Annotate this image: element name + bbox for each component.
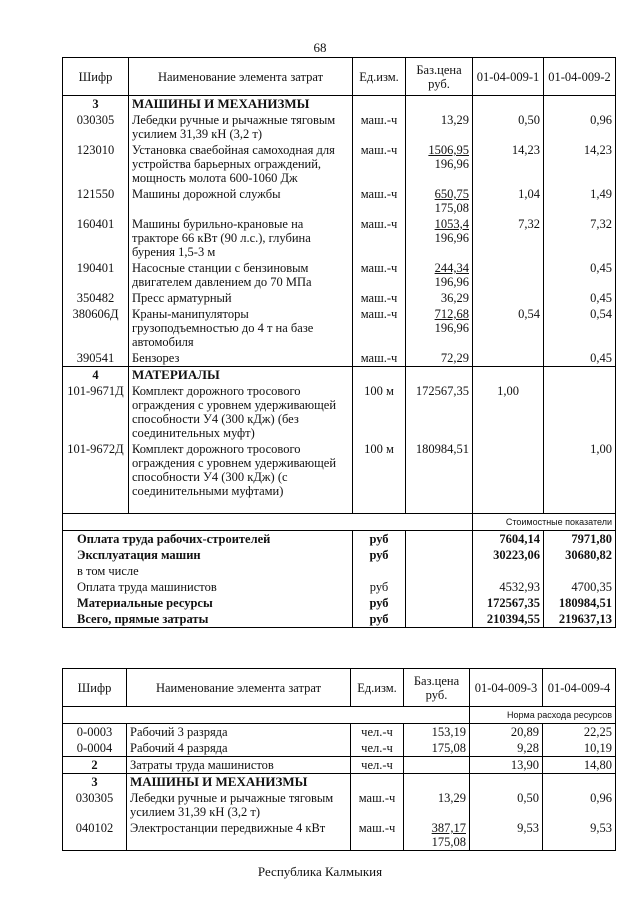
summary-row <box>63 595 616 611</box>
empty-cell <box>473 96 544 113</box>
table-row <box>63 186 616 216</box>
empty-cell <box>406 595 473 611</box>
norm-col1: 14,23 <box>473 142 544 186</box>
resource-code: 350482 <box>63 290 129 306</box>
base-price <box>406 306 473 350</box>
norm-col1: 7,32 <box>473 216 544 260</box>
norm-col2: 14,23 <box>544 142 616 186</box>
header-col2: 01-04-009-2 <box>544 58 616 96</box>
summary-label: Эксплуатация машин <box>63 547 353 563</box>
summary-row <box>63 530 616 547</box>
summary-col1: 7604,14 <box>473 530 544 547</box>
summary-col1: 30223,06 <box>473 547 544 563</box>
header-code: Шифр <box>63 669 127 707</box>
section-title: МАШИНЫ И МЕХАНИЗМЫ <box>129 96 353 113</box>
norm-col2: 0,96 <box>544 112 616 142</box>
empty-cell <box>406 547 473 563</box>
summary-label: Оплата труда машинистов <box>63 579 353 595</box>
summary-col2: 30680,82 <box>544 547 616 563</box>
table-row <box>63 383 616 441</box>
summary-col1: 210394,55 <box>473 611 544 628</box>
empty-cell <box>544 367 616 384</box>
norm-col2: 0,45 <box>544 350 616 367</box>
page-number: 68 <box>313 40 327 55</box>
summary-row <box>63 547 616 563</box>
empty-cell <box>406 563 473 579</box>
base-price: 172567,35 <box>406 383 473 441</box>
resource-code: 101-9672Д <box>63 441 129 513</box>
cost-caption: Стоимостные показатели <box>473 513 616 530</box>
table-row <box>63 216 616 260</box>
resource-code: 030305 <box>63 112 129 142</box>
header-name: Наименование элемента затрат <box>129 58 353 96</box>
header-name: Наименование элемента затрат <box>127 669 351 707</box>
resource-unit: маш.-ч <box>353 290 406 306</box>
base-price <box>406 186 473 216</box>
section-row <box>63 367 616 384</box>
empty-cell <box>406 96 473 113</box>
empty-cell <box>543 774 616 791</box>
resource-unit: 100 м <box>353 383 406 441</box>
price-value: 13,29 <box>440 113 469 127</box>
empty-cell <box>473 367 544 384</box>
resource-unit: 100 м <box>353 441 406 513</box>
resource-unit: чел.-ч <box>351 724 404 741</box>
norm-col2: 0,45 <box>544 260 616 290</box>
norm-col1: 0,50 <box>470 790 543 820</box>
header-unit: Ед.изм. <box>353 58 406 96</box>
empty-cell <box>404 774 470 791</box>
header-col1: 01-04-009-3 <box>470 669 543 707</box>
table-row <box>63 142 616 186</box>
summary-label: Материальные ресурсы <box>63 595 353 611</box>
table-row <box>63 724 616 741</box>
section-title: МАТЕРИАЛЫ <box>129 367 353 384</box>
norm-col2: 7,32 <box>544 216 616 260</box>
norm-col1: 1,04 <box>473 186 544 216</box>
norm-col2: 9,53 <box>543 820 616 851</box>
table-row <box>63 290 616 306</box>
norm-col2: 1,00 <box>544 441 616 513</box>
norm-col1: 9,28 <box>470 740 543 757</box>
summary-row <box>63 611 616 628</box>
base-price <box>406 112 473 142</box>
resource-code: 0-0004 <box>63 740 127 757</box>
empty-cell <box>406 611 473 628</box>
resource-table-1 <box>62 57 616 628</box>
price-value: 1053,4 <box>434 217 469 231</box>
base-price <box>404 820 470 851</box>
resource-code: 160401 <box>63 216 129 260</box>
summary-unit: руб <box>353 530 406 547</box>
empty-cell <box>353 96 406 113</box>
base-price <box>406 290 473 306</box>
empty-cell <box>404 757 470 774</box>
resource-code: 123010 <box>63 142 129 186</box>
summary-label: Оплата труда рабочих-строителей <box>63 530 353 547</box>
summary-label: Всего, прямые затраты <box>63 611 353 628</box>
summary-col2: 7971,80 <box>544 530 616 547</box>
table-row <box>63 790 616 820</box>
table-row <box>63 820 616 851</box>
table-row <box>63 112 616 142</box>
resource-unit: маш.-ч <box>353 350 406 367</box>
summary-unit: руб <box>353 611 406 628</box>
norm-col2 <box>544 383 616 441</box>
summary-col1 <box>473 563 544 579</box>
resource-name: Комплект дорожного тросового ограждения с уровнем удерживающей способности У4 (300 кДж) (с соединительными муфтами) <box>129 441 353 513</box>
resource-code: 0-0003 <box>63 724 127 741</box>
price-secondary: 196,96 <box>434 157 469 171</box>
summary-unit: руб <box>353 579 406 595</box>
resource-code: 190401 <box>63 260 129 290</box>
section-row <box>63 757 616 774</box>
empty-cell <box>544 96 616 113</box>
section-number: 3 <box>63 774 127 791</box>
empty-cell <box>470 774 543 791</box>
header-col1: 01-04-009-1 <box>473 58 544 96</box>
norm-col1 <box>473 441 544 513</box>
empty-cell <box>351 774 404 791</box>
norm-col1: 0,54 <box>473 306 544 350</box>
price-value: 387,17 <box>431 821 466 835</box>
norm-col2: 0,54 <box>544 306 616 350</box>
resource-unit: чел.-ч <box>351 740 404 757</box>
summary-unit: руб <box>353 547 406 563</box>
header-unit: Ед.изм. <box>351 669 404 707</box>
section-row <box>63 96 616 113</box>
norm-col1: 20,89 <box>470 724 543 741</box>
resource-table-2 <box>62 668 616 851</box>
resource-code: 390541 <box>63 350 129 367</box>
resource-unit: маш.-ч <box>353 142 406 186</box>
norm-col2: 22,25 <box>543 724 616 741</box>
price-secondary: 196,96 <box>434 275 469 289</box>
norm-col2: 1,49 <box>544 186 616 216</box>
empty-cell <box>63 707 470 724</box>
resource-name: Комплект дорожного тросового ограждения с уровнем удерживающей способности У4 (300 кДж) (без соединительных муфт) <box>129 383 353 441</box>
norm-col2: 10,19 <box>543 740 616 757</box>
table-2-body <box>63 707 616 851</box>
resource-name: Насосные станции с бензиновым двигателем давлением до 70 МПа <box>129 260 353 290</box>
empty-cell <box>63 513 473 530</box>
norm-col1: 13,90 <box>470 757 543 774</box>
resource-name: Лебедки ручные и рычажные тяговым усилием 31,39 кН (3,2 т) <box>129 112 353 142</box>
resource-unit: маш.-ч <box>353 216 406 260</box>
price-value: 244,34 <box>434 261 469 275</box>
resource-unit: маш.-ч <box>351 820 404 851</box>
resource-name: Машины дорожной службы <box>129 186 353 216</box>
summary-col1: 4532,93 <box>473 579 544 595</box>
resource-name: Лебедки ручные и рычажные тяговым усилием 31,39 кН (3,2 т) <box>127 790 351 820</box>
resource-name: Рабочий 3 разряда <box>127 724 351 741</box>
summary-label: в том числе <box>63 563 353 579</box>
header-price: Баз.цена руб. <box>406 58 473 96</box>
table-1-body <box>63 96 616 628</box>
norm-caption-row <box>63 707 616 724</box>
summary-col2 <box>544 563 616 579</box>
summary-unit <box>353 563 406 579</box>
base-price: 180984,51 <box>406 441 473 513</box>
table-header-row <box>63 58 616 96</box>
norm-col2: 14,80 <box>543 757 616 774</box>
base-price <box>406 142 473 186</box>
table-row <box>63 350 616 367</box>
resource-code: 101-9671Д <box>63 383 129 441</box>
price-value: 72,29 <box>440 351 469 365</box>
summary-col2: 219637,13 <box>544 611 616 628</box>
price-secondary: 175,08 <box>434 201 469 215</box>
price-value: 650,75 <box>434 187 469 201</box>
base-price <box>404 790 470 820</box>
norm-col1 <box>473 350 544 367</box>
header-price: Баз.цена руб. <box>404 669 470 707</box>
empty-cell <box>406 530 473 547</box>
section-title: МАШИНЫ И МЕХАНИЗМЫ <box>127 774 351 791</box>
section-number: 4 <box>63 367 129 384</box>
norm-col1 <box>473 260 544 290</box>
resource-name: Рабочий 4 разряда <box>127 740 351 757</box>
price-value: 1506,95 <box>428 143 469 157</box>
summary-row <box>63 579 616 595</box>
resource-name: Машины бурильно-крановые на тракторе 66 кВт (90 л.с.), глубина бурения 1,5-3 м <box>129 216 353 260</box>
norm-col1: 1,00 <box>473 383 544 441</box>
table-row <box>63 441 616 513</box>
resource-name: Установка сваебойная самоходная для устройства барьерных ограждений, мощность молота 600-1060 Дж <box>129 142 353 186</box>
resource-name: Краны-манипуляторы грузоподъемностью до 4 т на базе автомобиля <box>129 306 353 350</box>
base-price <box>406 260 473 290</box>
price-value: 13,29 <box>437 791 466 805</box>
base-price: 175,08 <box>404 740 470 757</box>
section-row <box>63 774 616 791</box>
resource-unit: маш.-ч <box>351 790 404 820</box>
price-secondary: 175,08 <box>431 835 466 849</box>
section-number: 3 <box>63 96 129 113</box>
norm-col1 <box>473 290 544 306</box>
resource-code: 040102 <box>63 820 127 851</box>
price-value: 712,68 <box>434 307 469 321</box>
resource-name: Бензорез <box>129 350 353 367</box>
table-row <box>63 306 616 350</box>
resource-unit: маш.-ч <box>353 306 406 350</box>
header-col2: 01-04-009-4 <box>543 669 616 707</box>
resource-code: 030305 <box>63 790 127 820</box>
section-unit: чел.-ч <box>351 757 404 774</box>
price-secondary: 196,96 <box>434 231 469 245</box>
empty-cell <box>353 367 406 384</box>
empty-cell <box>406 579 473 595</box>
norm-col1: 9,53 <box>470 820 543 851</box>
resource-code: 380606Д <box>63 306 129 350</box>
summary-col2: 180984,51 <box>544 595 616 611</box>
norm-caption: Норма расхода ресурсов <box>470 707 616 724</box>
base-price: 153,19 <box>404 724 470 741</box>
section-number: 2 <box>63 757 127 774</box>
resource-unit: маш.-ч <box>353 260 406 290</box>
price-secondary: 196,96 <box>434 321 469 335</box>
summary-col1: 172567,35 <box>473 595 544 611</box>
table-header-row <box>63 669 616 707</box>
resource-unit: маш.-ч <box>353 112 406 142</box>
section-title: Затраты труда машинистов <box>127 757 351 774</box>
table-row <box>63 740 616 757</box>
base-price <box>406 350 473 367</box>
resource-name: Электростанции передвижные 4 кВт <box>127 820 351 851</box>
header-code: Шифр <box>63 58 129 96</box>
price-value: 36,29 <box>440 291 469 305</box>
cost-caption-row <box>63 513 616 530</box>
empty-cell <box>406 367 473 384</box>
resource-unit: маш.-ч <box>353 186 406 216</box>
summary-unit: руб <box>353 595 406 611</box>
resource-name: Пресс арматурный <box>129 290 353 306</box>
footer-region: Республика Калмыкия <box>257 864 383 879</box>
resource-code: 121550 <box>63 186 129 216</box>
table-row <box>63 260 616 290</box>
norm-col2: 0,96 <box>543 790 616 820</box>
norm-col1: 0,50 <box>473 112 544 142</box>
base-price <box>406 216 473 260</box>
summary-row <box>63 563 616 579</box>
norm-col2: 0,45 <box>544 290 616 306</box>
summary-col2: 4700,35 <box>544 579 616 595</box>
